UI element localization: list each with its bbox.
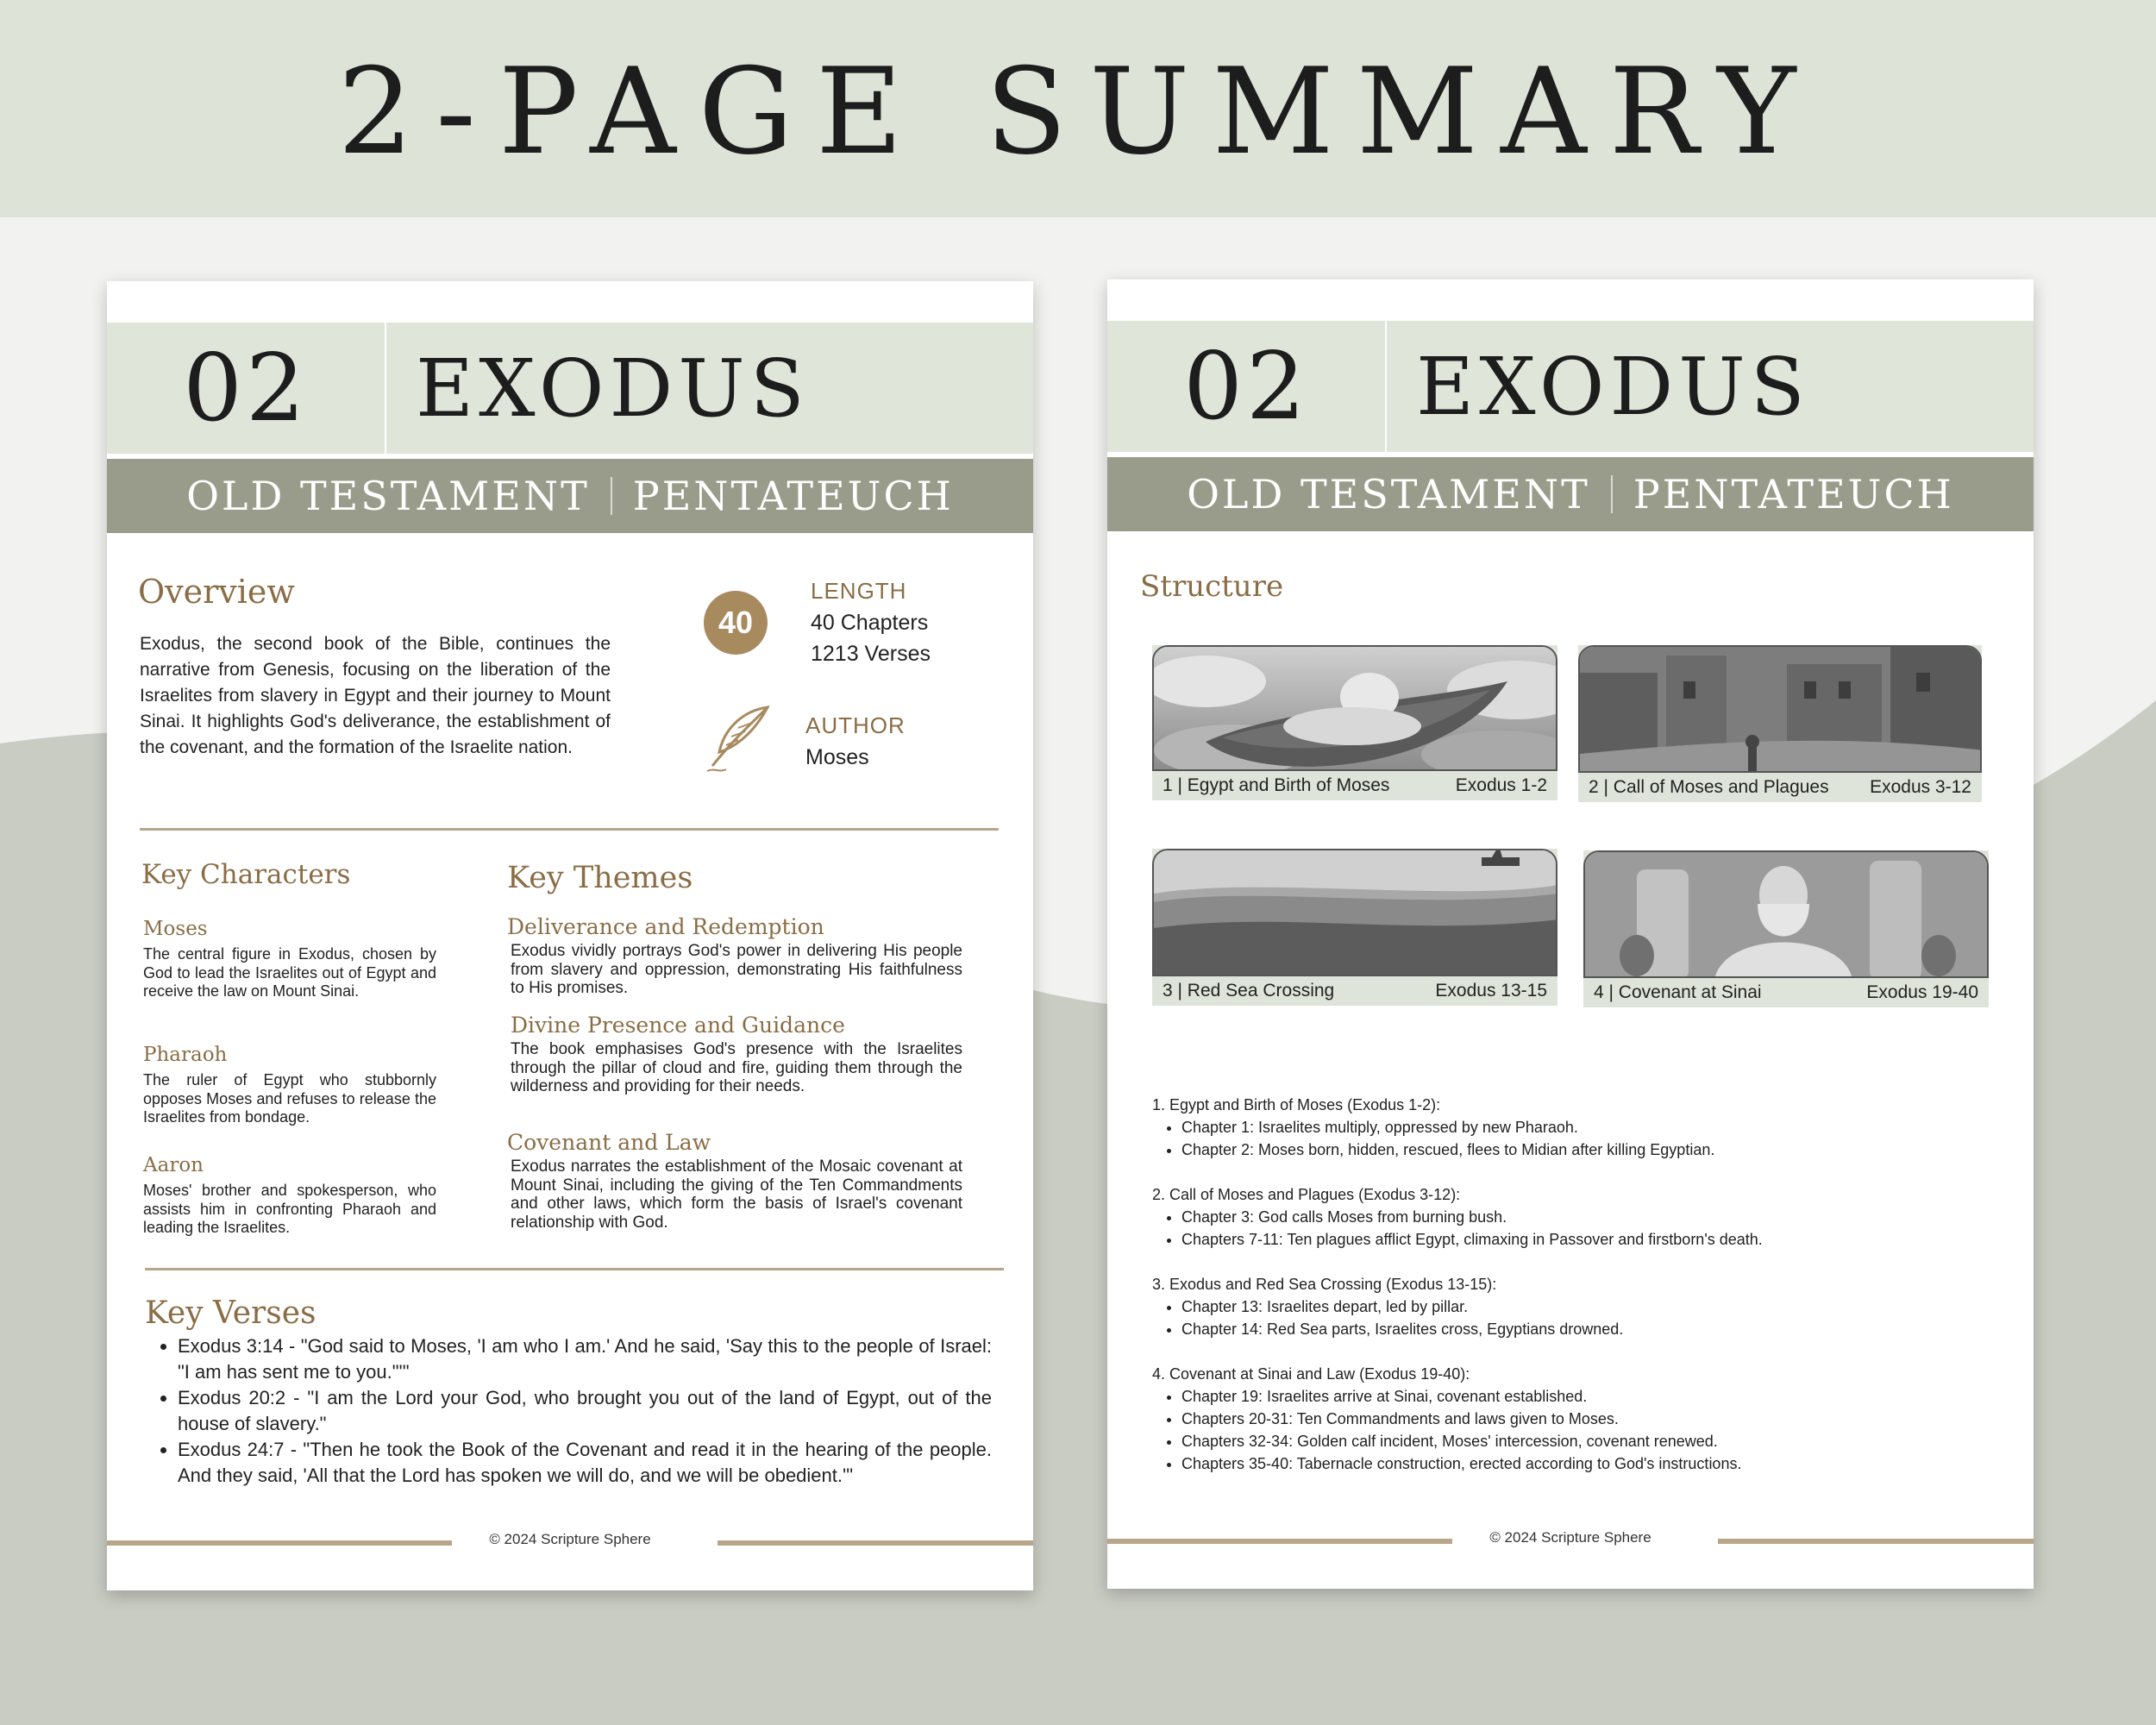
- egyptian-city-image: [1578, 645, 1982, 773]
- key-verses-heading: Key Verses: [145, 1295, 317, 1331]
- summary-page-1: [107, 281, 1033, 1590]
- key-characters-heading: Key Characters: [141, 859, 351, 890]
- structure-card-caption: [1152, 771, 1557, 800]
- section-divider: [140, 828, 999, 831]
- top-banner: [0, 0, 2156, 217]
- card-reference: Exodus 1-2: [1455, 775, 1547, 795]
- key-verse-item: • Exodus 3:14 - "God said to Moses, 'I am who I am.' And he said, 'Say this to the people of Israel: "I am has sent me to you."'": [178, 1333, 992, 1385]
- card-title: 3 | Red Sea Crossing: [1163, 981, 1335, 1000]
- theme-name-presence: Divine Presence and Guidance: [511, 1013, 845, 1038]
- theme-text-deliverance: Exodus vividly portrays God's power in delivering His people from slavery and oppression, demonstrating His faithfulness to His promises.: [511, 942, 962, 997]
- outline-group: [1152, 1183, 1997, 1251]
- book-category-band: [1107, 457, 2034, 531]
- character-name-moses: Moses: [143, 918, 208, 940]
- theme-text-presence: The book emphasises God's presence with the Israelites through the pillar of cloud and fire, guiding them through the wilderness and providing for their needs.: [511, 1040, 962, 1095]
- structure-heading: Structure: [1140, 569, 1284, 604]
- structure-card-4: [1583, 850, 1989, 1007]
- book-number: 02: [107, 323, 386, 454]
- chapter-count-badge: 40: [704, 591, 768, 655]
- outline-item: • Chapters 20-31: Ten Commandments and laws given to Moses.: [1181, 1408, 1997, 1430]
- outline-group-title: 1. Egypt and Birth of Moses (Exodus 1-2):: [1152, 1096, 1441, 1113]
- key-verse-item: • Exodus 20:2 - "I am the Lord your God, who brought you out of the land of Egypt, out of the house of slavery.": [178, 1385, 992, 1437]
- chapters-value: 40 Chapters: [811, 611, 929, 635]
- baby-in-basket-image: [1152, 645, 1557, 771]
- key-themes-heading: Key Themes: [507, 861, 693, 895]
- section-label: PENTATEUCH: [1633, 471, 1954, 518]
- outline-group-title: 2. Call of Moses and Plagues (Exodus 3-12):: [1152, 1186, 1461, 1203]
- book-title: EXODUS: [1416, 340, 1810, 433]
- overview-text: Exodus, the second book of the Bible, continues the narrative from Genesis, focusing on the liberation of the Israelites from slavery in Egypt and their journey to Mount Sinai. It highlights God's deliverance, the establishment of the covenant, and the formation of the Israelite nation.: [140, 634, 611, 757]
- overview-heading: Overview: [138, 573, 295, 611]
- summary-page-2: [1107, 279, 2034, 1589]
- verses-value: 1213 Verses: [811, 642, 931, 666]
- character-text-aaron: Moses' brother and spokesperson, who assists him in confronting Pharaoh and leading the Israelites.: [143, 1182, 436, 1236]
- outline-group: [1152, 1363, 1997, 1475]
- outline-group-title: 4. Covenant at Sinai and Law (Exodus 19-40):: [1152, 1365, 1470, 1383]
- outline-item: • Chapters 32-34: Golden calf incident, Moses' intercession, covenant renewed.: [1181, 1430, 1997, 1452]
- character-text-pharaoh: The ruler of Egypt who stubbornly opposes Moses and refuses to release the Israelites from bondage.: [143, 1071, 436, 1126]
- length-label: LENGTH: [811, 578, 907, 604]
- book-category-band: [107, 459, 1033, 533]
- footer-copyright: © 2024 Scripture Sphere: [1489, 1529, 1651, 1546]
- testament-label: OLD TESTAMENT: [186, 473, 590, 519]
- card-reference: Exodus 13-15: [1435, 981, 1547, 1000]
- card-title: 2 | Call of Moses and Plagues: [1589, 777, 1829, 797]
- book-header: [1107, 321, 2034, 452]
- theme-name-covenant: Covenant and Law: [507, 1130, 711, 1155]
- red-sea-crossing-image: [1152, 849, 1557, 976]
- moses-tablets-image: [1583, 850, 1989, 978]
- outline-item: • Chapters 7-11: Ten plagues afflict Egypt, climaxing in Passover and firstborn's death.: [1181, 1228, 1997, 1251]
- book-title: EXODUS: [416, 342, 810, 435]
- outline-item: • Chapter 1: Israelites multiply, oppressed by new Pharaoh.: [1181, 1116, 1997, 1138]
- theme-text-covenant: Exodus narrates the establishment of the Mosaic covenant at Mount Sinai, including the giving of the Ten Commandments and other laws, which form the basis of Israel's covenant relationship with God.: [511, 1157, 962, 1232]
- card-title: 1 | Egypt and Birth of Moses: [1163, 775, 1390, 795]
- author-label: AUTHOR: [805, 712, 906, 738]
- character-text-moses: The central figure in Exodus, chosen by God to lead the Israelites out of Egypt and receive the law on Mount Sinai.: [143, 945, 436, 1000]
- section-label: PENTATEUCH: [632, 473, 954, 519]
- structure-card-3: [1152, 849, 1557, 1006]
- book-header: [107, 323, 1033, 454]
- category-separator: [1611, 475, 1613, 513]
- structure-card-caption: [1583, 978, 1989, 1007]
- book-number: 02: [1107, 321, 1387, 452]
- quill-icon: [700, 702, 774, 776]
- outline-item: • Chapter 19: Israelites arrive at Sinai, covenant established.: [1181, 1385, 1997, 1408]
- structure-card-caption: [1152, 976, 1557, 1006]
- category-separator: [611, 477, 612, 515]
- character-name-pharaoh: Pharaoh: [143, 1044, 228, 1066]
- theme-name-deliverance: Deliverance and Redemption: [507, 914, 824, 939]
- structure-outline: [1152, 1094, 1997, 1497]
- outline-group: [1152, 1273, 1997, 1340]
- structure-card-caption: [1578, 773, 1982, 802]
- outline-item: • Chapter 3: God calls Moses from burning bush.: [1181, 1206, 1997, 1228]
- character-name-aaron: Aaron: [143, 1154, 204, 1176]
- structure-card-2: [1578, 645, 1982, 802]
- section-divider-2: [145, 1268, 1004, 1270]
- key-verses-list: [148, 1333, 992, 1489]
- card-reference: Exodus 3-12: [1870, 777, 1971, 797]
- outline-group-title: 3. Exodus and Red Sea Crossing (Exodus 13-15):: [1152, 1276, 1497, 1293]
- author-name: Moses: [805, 745, 869, 769]
- outline-item: • Chapter 13: Israelites depart, led by pillar.: [1181, 1295, 1997, 1318]
- card-reference: Exodus 19-40: [1866, 982, 1978, 1002]
- outline-item: • Chapter 2: Moses born, hidden, rescued, flees to Midian after killing Egyptian.: [1181, 1138, 1997, 1161]
- card-title: 4 | Covenant at Sinai: [1594, 982, 1762, 1002]
- outline-item: • Chapters 35-40: Tabernacle construction, erected according to God's instructions.: [1181, 1452, 1997, 1475]
- footer-copyright: © 2024 Scripture Sphere: [489, 1531, 651, 1547]
- testament-label: OLD TESTAMENT: [1187, 471, 1590, 518]
- outline-group: [1152, 1094, 1997, 1161]
- key-verse-item: • Exodus 24:7 - "Then he took the Book of the Covenant and read it in the hearing of the people. And they said, 'All that the Lord has spoken we will do, and we will be obedient.'": [178, 1437, 992, 1489]
- structure-card-1: [1152, 645, 1557, 800]
- outline-item: • Chapter 14: Red Sea parts, Israelites cross, Egyptians drowned.: [1181, 1318, 1997, 1340]
- banner-title: 2-PAGE SUMMARY: [337, 41, 1819, 181]
